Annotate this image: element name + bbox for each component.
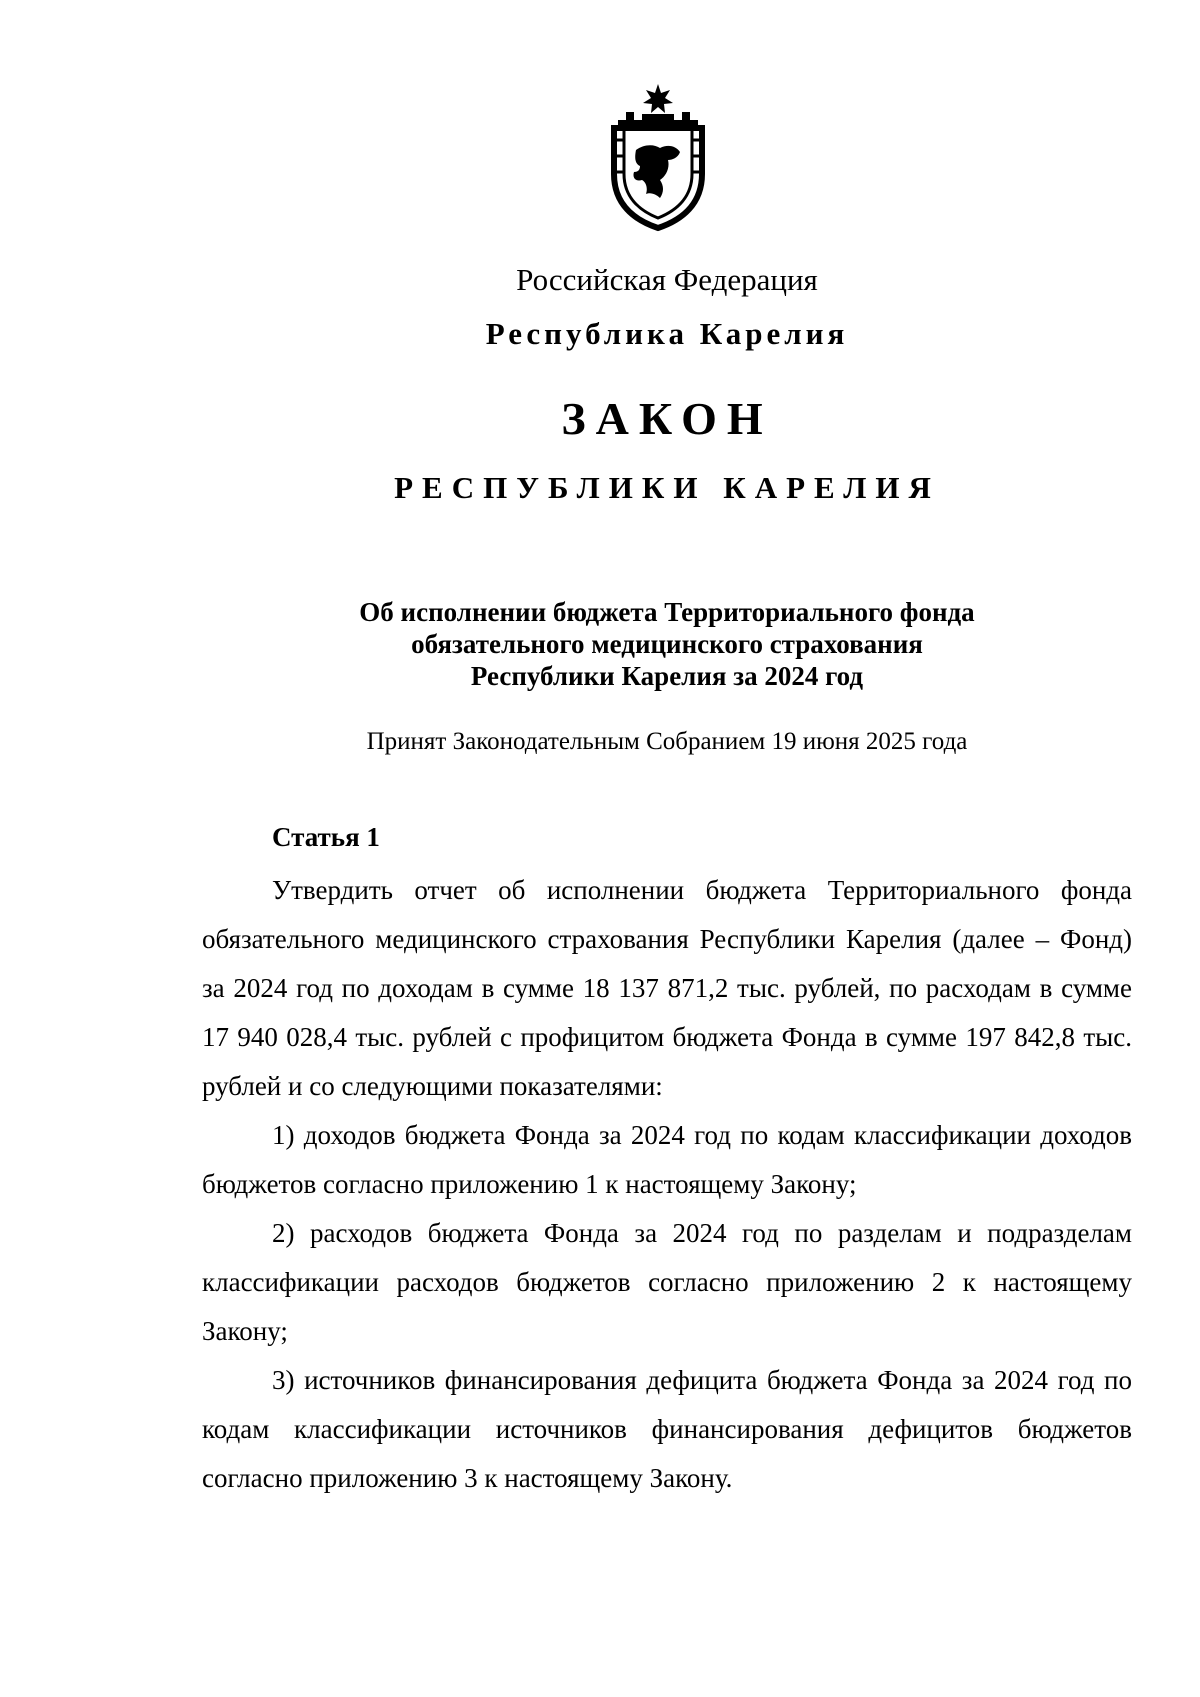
article-heading: Статья 1 <box>272 822 380 852</box>
title-line: Республики Карелия за 2024 год <box>470 661 864 691</box>
document-issuer: РЕСПУБЛИКИ КАРЕЛИЯ <box>394 470 940 505</box>
country-name: Российская Федерация <box>516 262 818 297</box>
adoption-note: Принят Законодательным Собранием 19 июня 2025 года <box>366 728 968 755</box>
article-item: 3) источников финансирования дефицита бюджета Фонда за 2024 год по кодам классификации источников финансирования дефицитов бюджетов согласно приложению 3 к настоящему Закону. <box>202 1365 1132 1493</box>
title-line: обязательного медицинского страхования <box>411 629 923 659</box>
republic-name: Республика Карелия <box>485 316 849 351</box>
document-type: ЗАКОН <box>561 393 773 444</box>
article-paragraph: Утвердить отчет об исполнении бюджета Территориального фонда обязательного медицинского страхования Республики Карелия (далее – Фонд) за 2024 год по доходам в сумме 18 137 871,2 тыс. рублей, по расходам в сумме 17 940 028,4 тыс. рублей с профицитом бюджета Фонда в сумме 197 842,8 тыс. рублей и со следующими показателями: <box>202 875 1132 1101</box>
article-item: 2) расходов бюджета Фонда за 2024 год по разделам и подразделам классификации расходов бюджетов согласно приложению 2 к настоящему Закону; <box>202 1218 1132 1346</box>
article-body <box>202 866 1132 1503</box>
article-item: 1) доходов бюджета Фонда за 2024 год по кодам классификации доходов бюджетов согласно приложению 1 к настоящему Закону; <box>202 1120 1132 1199</box>
karelia-coat-of-arms-icon <box>600 80 716 232</box>
document-title <box>0 596 1200 692</box>
title-line: Об исполнении бюджета Территориального фонда <box>359 597 975 627</box>
